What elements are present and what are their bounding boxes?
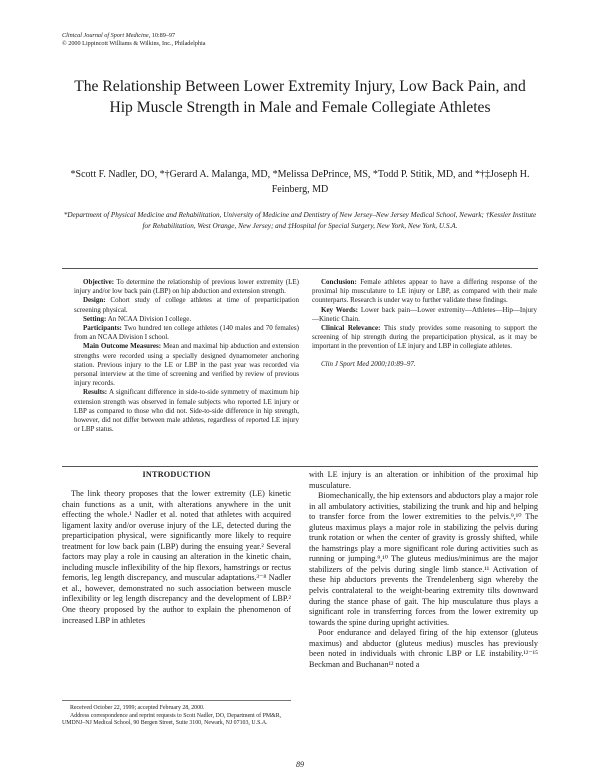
design-label: Design: xyxy=(83,296,106,305)
objective-text: To determine the relationship of previous lower extremity (LE) injury and/or low back pain (LBP) on hip abduction and extension strength. xyxy=(74,278,299,296)
abstract-conclusion xyxy=(312,278,537,306)
body-left-column xyxy=(62,470,291,626)
relevance-text: This study provides some reasoning to support the screening of hip strength during the preparticipation physical, as it may be important in the prevention of LE injury and LBP in collegiate athletes. xyxy=(312,324,537,351)
relevance-label: Clinical Relevance: xyxy=(321,324,381,333)
correspondence-note: Address correspondence and reprint requests to Scott Nadler, DO, Department of PM&R, UMDNJ–NJ Medical School, 90 Bergen Street, Suite 3100, Newark, NJ 07103, U.S.A. xyxy=(62,712,282,727)
intro-paragraph-3: Poor endurance and delayed firing of the hip extensor (gluteus maximus) and abductor (gluteus medius) muscles has previously been noted in individuals with chronic LBP or LE instability.¹²⁻¹⁵ Beckman and Buchanan¹² noted a xyxy=(309,628,538,669)
conclusion-label: Conclusion: xyxy=(321,278,357,286)
abstract-results xyxy=(74,388,299,434)
abstract-setting xyxy=(74,315,299,324)
intro-paragraph-2: Biomechanically, the hip extensors and abductors play a major role in all ambulatory activities, stabilizing the trunk and hip and helping to transfer force from the lower extremities to the pelvis.⁹,¹⁰ The gluteus maximus plays a major role in stabilizing the pelvis during trunk rotation or when the center of gravity is grossly shifted, while the hamstrings play a more significant role during activities such as running or jumping.⁹,¹⁰ The gluteus medius/minimus are the major stabilizers of the pelvis during single limb stance.¹¹ Activation of these hip abductors prevents the Trendelenberg sign whereby the pelvis contralateral to the weight-bearing extremity tilts downward during the stance phase of gait. The hip musculature thus plays a significant role in transferring forces from the lower extremity up towards the spine during upright activities. xyxy=(309,491,539,627)
journal-name: Clinical Journal of Sport Medicine xyxy=(62,32,149,39)
journal-header xyxy=(62,32,206,48)
design-text: Cohort study of college athletes at time of preparticipation screening physical. xyxy=(74,296,299,314)
results-label: Results: xyxy=(83,388,108,397)
abstract-top-rule xyxy=(62,268,538,269)
received-note: Received October 22, 1999; accepted February 28, 2000. xyxy=(70,705,205,711)
author-affiliations: *Department of Physical Medicine and Rehabilitation, University of Medicine and Dentistry of New Jersey–New Jersey Medical School, Newark; †Kessler Institute for Rehabilitation, West Orange, New Jersey; and ‡Hospital for Special Surgery, New York, New York, U.S.A. xyxy=(63,211,537,230)
body-right-column xyxy=(309,470,538,670)
journal-citation-line xyxy=(62,32,206,40)
intro-paragraph-1: The link theory proposes that the lower extremity (LE) kinetic chain functions as a unit, with alterations anywhere in the unit effecting the whole.¹ Nadler et al. noted that athletes with acquired ligament laxity and/or overuse injury of the LE, detected during the preparticipation physical, were significantly more likely to require treatment for low back pain (LBP) during the ensuing year.² Several factors may play a role in causing an alteration in the kinetic chain, including muscle inflexibility of the hip flexors, hamstrings or rectus femoris, leg length discrepancy, and muscular adaptations.³⁻⁸ Nadler et al., however, demonstrated no such association between muscle inflexibility or leg length discrepancy and the development of LBP.² One theory proposed by the author to explain the phenomenon of increased LBP in athletes xyxy=(62,489,291,625)
keywords-text: Lower back pain—Lower extremity—Athletes—Hip—Injury—Kinetic Chain. xyxy=(312,305,537,323)
abstract-keywords xyxy=(312,306,537,324)
setting-label: Setting: xyxy=(83,314,107,323)
abstract-clinical-relevance xyxy=(312,324,537,352)
participants-label: Participants: xyxy=(83,324,122,333)
abstract-citation: Clin J Sport Med 2000;10:89–97. xyxy=(321,359,416,368)
conclusion-text: Female athletes appear to have a differing response of the proximal hip musculature to LE injury or LBP, as compared with their male counterparts. Research is under way to further validate these findings. xyxy=(312,278,537,305)
introduction-heading: INTRODUCTION xyxy=(142,470,211,479)
journal-volume: , 10:89–97 xyxy=(148,32,176,39)
outcome-text: Mean and maximal hip abduction and extension strengths were recorded using a specially designed dynamometer anchoring station. Previous injury to the LE or LBP in the past year was recorded via personal interview at the time of screening and verified by review of previous injury records. xyxy=(74,342,299,388)
footnotes xyxy=(62,700,291,728)
setting-text: An NCAA Division I college. xyxy=(106,314,192,323)
article-title: The Relationship Between Lower Extremity Injury, Low Back Pain, and Hip Muscle Strength in Male and Female Collegiate Athletes xyxy=(74,78,526,116)
copyright-line: © 2000 Lippincott Williams & Wilkins, Inc., Philadelphia xyxy=(62,40,206,48)
abstract-left-column xyxy=(74,278,299,434)
abstract-design xyxy=(74,296,299,314)
abstract-bottom-rule xyxy=(62,466,538,467)
results-text: A significant difference in side-to-side symmetry of maximum hip extension strength was observed in female subjects who reported LE injury or LBP as compared to those who did not. Side-to-side difference in hip strength, however, did not differ between male athletes, regardless of reported LE injury or LBP status. xyxy=(74,388,299,434)
objective-label: Objective: xyxy=(83,278,115,286)
abstract-outcome-measures xyxy=(74,342,299,388)
abstract-right-column xyxy=(312,278,537,369)
author-list: *Scott F. Nadler, DO, *†Gerard A. Malanga, MD, *Melissa DePrince, MS, *Todd P. Stitik, MD, and *†‡Joseph H. Feinberg, MD xyxy=(70,169,530,195)
abstract-objective xyxy=(74,278,299,296)
participants-text: Two hundred ten college athletes (140 males and 70 females) from an NCAA Division I school. xyxy=(74,324,299,342)
outcome-label: Main Outcome Measures: xyxy=(83,342,162,351)
abstract-participants xyxy=(74,324,299,342)
intro-paragraph-1-continued: with LE injury is an alteration or inhibition of the proximal hip musculature. xyxy=(309,470,538,490)
keywords-label: Key Words: xyxy=(321,305,358,314)
page-number: 89 xyxy=(296,760,304,769)
